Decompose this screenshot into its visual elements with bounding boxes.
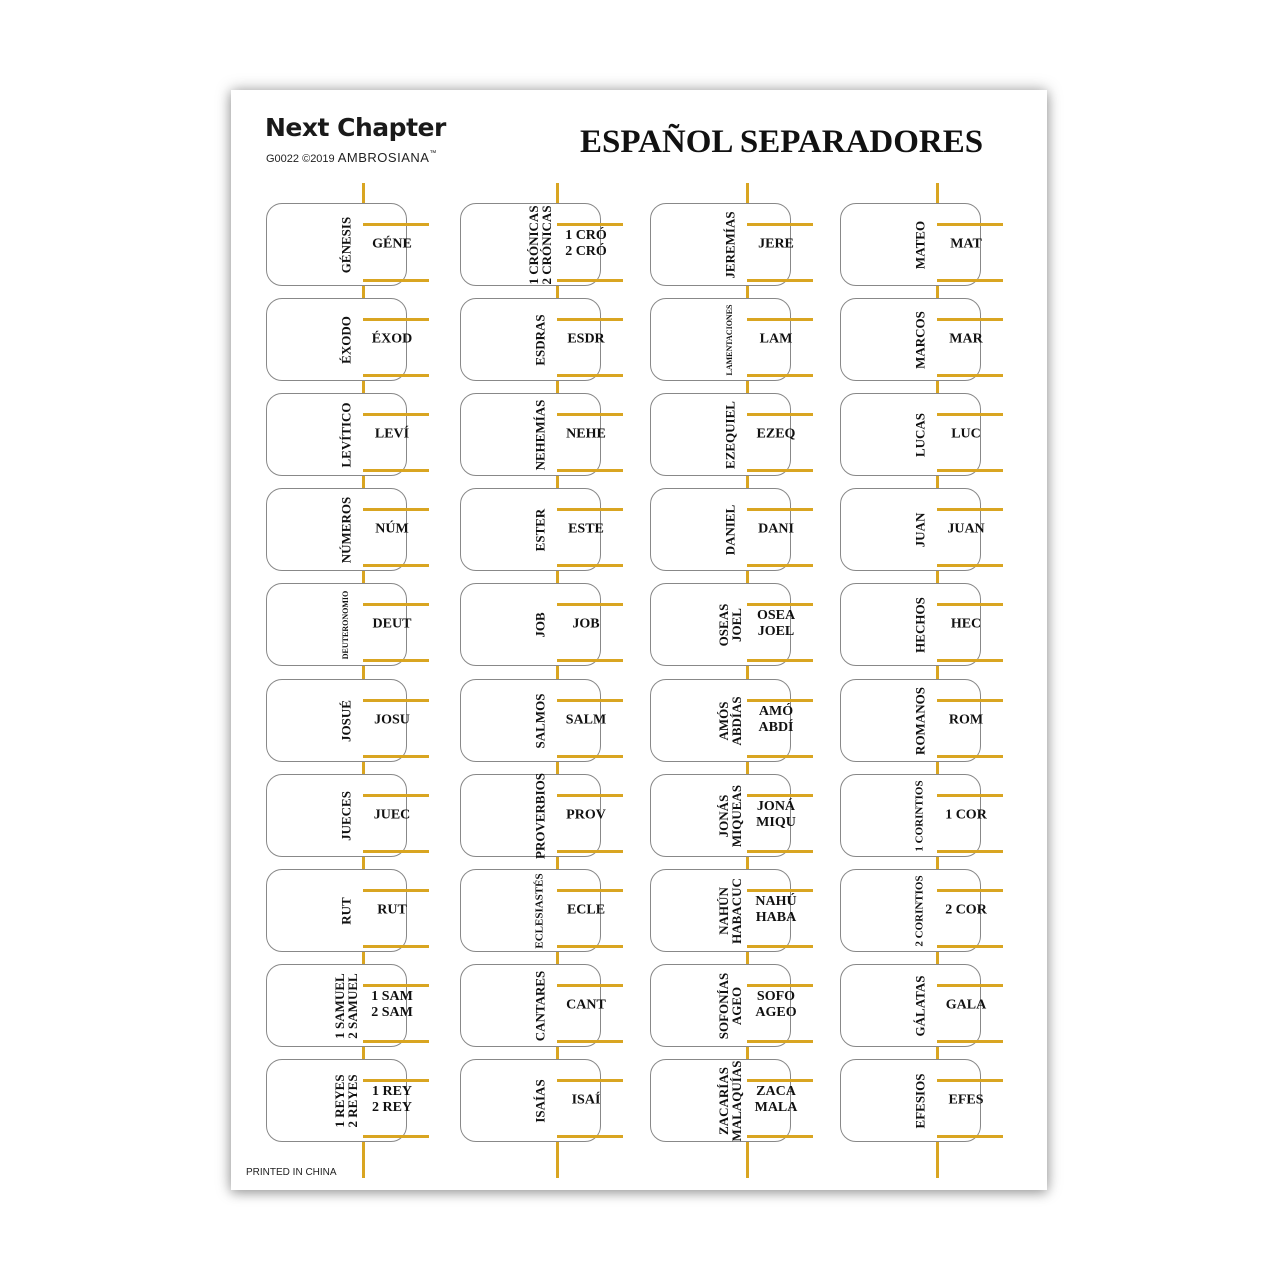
- fold-tick-mark: [363, 984, 429, 987]
- fold-tick-mark: [363, 223, 429, 226]
- book-abbreviation: ESTE: [568, 521, 604, 537]
- fold-tick-mark: [747, 603, 813, 606]
- fold-tick-mark: [937, 850, 1003, 853]
- book-abbreviation: LAM: [759, 331, 793, 347]
- fold-tick-mark: [937, 1079, 1003, 1082]
- fold-tick-mark: [747, 850, 813, 853]
- book-name-vertical: SALMOS: [532, 693, 548, 748]
- book-abbreviation: 1 COR: [945, 807, 987, 823]
- book-name-vertical: GÉNESIS: [338, 216, 354, 273]
- book-name-vertical: JUAN: [912, 512, 928, 547]
- fold-tick-mark: [937, 945, 1003, 948]
- fold-tick-mark: [363, 1079, 429, 1082]
- fold-tick-mark: [937, 564, 1003, 567]
- book-name-vertical: 1 SAMUEL 2 SAMUEL: [332, 972, 360, 1039]
- fold-tick-mark: [557, 564, 623, 567]
- book-name-vertical: MARCOS: [912, 310, 928, 369]
- book-name-vertical: 2 CORINTIOS: [913, 874, 926, 947]
- book-name-vertical: CANTARES: [532, 970, 548, 1041]
- fold-tick-mark: [747, 413, 813, 416]
- fold-tick-mark: [937, 374, 1003, 377]
- fold-tick-mark: [557, 699, 623, 702]
- fold-tick-mark: [747, 279, 813, 282]
- book-abbreviation: NEHE: [566, 426, 606, 442]
- fold-tick-mark: [747, 1135, 813, 1138]
- fold-tick-mark: [747, 755, 813, 758]
- fold-tick-mark: [557, 659, 623, 662]
- fold-tick-mark: [747, 469, 813, 472]
- brand-logo: Next Chapter: [265, 113, 446, 142]
- book-abbreviation: 1 REY 2 REY: [371, 1083, 413, 1116]
- fold-tick-mark: [747, 1040, 813, 1043]
- fold-tick-mark: [557, 1135, 623, 1138]
- book-name-vertical: DANIEL: [722, 504, 738, 555]
- fold-tick-mark: [363, 889, 429, 892]
- book-name-vertical: AMÓS ABDÍAS: [716, 695, 744, 746]
- footer-note: PRINTED IN CHINA: [246, 1167, 337, 1178]
- fold-tick-mark: [747, 1079, 813, 1082]
- book-abbreviation: NAHÚ HABA: [755, 893, 797, 926]
- book-abbreviation: RUT: [377, 902, 407, 918]
- fold-tick-mark: [747, 659, 813, 662]
- fold-tick-mark: [363, 374, 429, 377]
- fold-tick-mark: [557, 889, 623, 892]
- book-name-vertical: ECLESIASTÉS: [533, 872, 546, 949]
- fold-tick-mark: [557, 984, 623, 987]
- fold-tick-mark: [363, 564, 429, 567]
- book-abbreviation: LUC: [951, 426, 981, 442]
- book-abbreviation: ZACA MALA: [754, 1083, 798, 1116]
- book-name-vertical: HECHOS: [912, 596, 928, 653]
- fold-tick-mark: [557, 374, 623, 377]
- fold-tick-mark: [747, 699, 813, 702]
- book-abbreviation: SALM: [565, 712, 607, 728]
- fold-tick-mark: [937, 659, 1003, 662]
- fold-tick-mark: [363, 279, 429, 282]
- fold-tick-mark: [363, 945, 429, 948]
- book-name-vertical: PROVERBIOS: [532, 772, 548, 859]
- book-abbreviation: EFES: [948, 1092, 984, 1108]
- book-name-vertical: LAMENTACIONES: [725, 304, 734, 375]
- book-abbreviation: JERE: [758, 236, 794, 252]
- trademark-mark: ™: [429, 150, 437, 157]
- fold-tick-mark: [937, 318, 1003, 321]
- book-name-vertical: ÉXODO: [338, 315, 354, 364]
- fold-tick-mark: [557, 850, 623, 853]
- fold-tick-mark: [937, 279, 1003, 282]
- brand-subline: [266, 150, 436, 165]
- book-name-vertical: NÚMEROS: [338, 496, 354, 563]
- fold-tick-mark: [557, 1040, 623, 1043]
- book-abbreviation: ÉXOD: [371, 331, 413, 347]
- fold-tick-mark: [937, 755, 1003, 758]
- fold-tick-mark: [363, 1135, 429, 1138]
- maker-name: AMBROSIANA: [337, 150, 430, 165]
- book-abbreviation: JUEC: [373, 807, 411, 823]
- fold-tick-mark: [363, 1040, 429, 1043]
- book-abbreviation: GALA: [945, 997, 987, 1013]
- fold-tick-mark: [937, 1135, 1003, 1138]
- fold-tick-mark: [557, 318, 623, 321]
- book-name-vertical: EZEQUIEL: [722, 400, 738, 469]
- book-name-vertical: JONÁS MIQUEAS: [716, 784, 744, 847]
- book-name-vertical: LUCAS: [912, 412, 928, 457]
- book-abbreviation: ECLE: [566, 902, 606, 918]
- fold-tick-mark: [747, 318, 813, 321]
- book-name-vertical: 1 CRÓNICAS 2 CRÓNICAS: [526, 204, 554, 285]
- book-name-vertical: 1 REYES 2 REYES: [332, 1073, 360, 1128]
- fold-tick-mark: [557, 279, 623, 282]
- book-name-vertical: ISAÍAS: [532, 1078, 548, 1123]
- book-abbreviation: 1 SAM 2 SAM: [371, 988, 413, 1021]
- fold-tick-mark: [747, 564, 813, 567]
- book-abbreviation: SOFO AGEO: [755, 988, 797, 1021]
- fold-tick-mark: [747, 889, 813, 892]
- book-name-vertical: RUT: [338, 896, 354, 925]
- book-abbreviation: MAT: [950, 236, 982, 252]
- fold-tick-mark: [937, 794, 1003, 797]
- book-name-vertical: 1 CORINTIOS: [913, 779, 926, 852]
- fold-tick-mark: [363, 413, 429, 416]
- book-abbreviation: JONÁ MIQU: [756, 798, 796, 831]
- fold-tick-mark: [937, 699, 1003, 702]
- fold-tick-mark: [363, 755, 429, 758]
- book-name-vertical: JUECES: [338, 790, 354, 841]
- book-abbreviation: AMÓ ABDÍ: [758, 703, 794, 736]
- book-name-vertical: OSEAS JOEL: [716, 603, 744, 646]
- book-name-vertical: NAHÚN HABACUC: [716, 877, 744, 944]
- fold-tick-mark: [937, 603, 1003, 606]
- book-name-vertical: GÁLATAS: [912, 975, 928, 1036]
- book-abbreviation: MAR: [949, 331, 983, 347]
- book-abbreviation: HEC: [950, 616, 982, 632]
- book-abbreviation: DEUT: [372, 616, 412, 632]
- fold-tick-mark: [363, 508, 429, 511]
- fold-tick-mark: [937, 413, 1003, 416]
- fold-tick-mark: [747, 794, 813, 797]
- book-name-vertical: JOSUÉ: [338, 699, 354, 742]
- fold-tick-mark: [937, 508, 1003, 511]
- fold-tick-mark: [363, 850, 429, 853]
- fold-tick-mark: [557, 603, 623, 606]
- book-abbreviation: NÚM: [375, 521, 409, 537]
- book-name-vertical: LEVÍTICO: [338, 401, 354, 468]
- book-abbreviation: CANT: [566, 997, 606, 1013]
- product-code: G0022 ©2019: [266, 153, 335, 165]
- book-abbreviation: LEVÍ: [374, 426, 410, 442]
- book-name-vertical: JEREMÍAS: [722, 210, 738, 279]
- book-abbreviation: ESDR: [567, 331, 605, 347]
- fold-tick-mark: [557, 794, 623, 797]
- fold-tick-mark: [363, 659, 429, 662]
- fold-tick-mark: [557, 469, 623, 472]
- book-abbreviation: ROM: [948, 712, 984, 728]
- book-name-vertical: ESDRAS: [532, 313, 548, 366]
- book-name-vertical: NEHEMÍAS: [532, 399, 548, 470]
- fold-tick-mark: [937, 984, 1003, 987]
- book-abbreviation: EZEQ: [756, 426, 796, 442]
- book-name-vertical: ESTER: [532, 508, 548, 551]
- book-abbreviation: 1 CRÓ 2 CRÓ: [565, 227, 607, 260]
- fold-tick-mark: [363, 603, 429, 606]
- book-name-vertical: ROMANOS: [912, 686, 928, 755]
- fold-tick-mark: [557, 413, 623, 416]
- book-name-vertical: DEUTERONOMIO: [341, 590, 350, 659]
- fold-tick-mark: [747, 508, 813, 511]
- book-abbreviation: JOSU: [374, 712, 410, 728]
- fold-tick-mark: [747, 984, 813, 987]
- fold-tick-mark: [363, 318, 429, 321]
- book-abbreviation: JUAN: [947, 521, 985, 537]
- book-name-vertical: ZACARÍAS MALAQUÍAS: [716, 1060, 744, 1141]
- fold-tick-mark: [363, 699, 429, 702]
- book-abbreviation: DANI: [758, 521, 794, 537]
- book-abbreviation: JOB: [572, 616, 600, 632]
- fold-tick-mark: [937, 469, 1003, 472]
- book-abbreviation: PROV: [566, 807, 606, 823]
- fold-tick-mark: [557, 508, 623, 511]
- fold-tick-mark: [557, 945, 623, 948]
- book-name-vertical: MATEO: [912, 220, 928, 269]
- fold-tick-mark: [937, 1040, 1003, 1043]
- fold-tick-mark: [937, 889, 1003, 892]
- fold-tick-mark: [747, 374, 813, 377]
- fold-tick-mark: [937, 223, 1003, 226]
- book-abbreviation: GÉNE: [372, 236, 412, 252]
- book-name-vertical: SOFONÍAS AGEO: [716, 972, 744, 1039]
- book-name-vertical: JOB: [532, 611, 548, 638]
- book-abbreviation: 2 COR: [945, 902, 987, 918]
- fold-tick-mark: [557, 755, 623, 758]
- book-abbreviation: OSEA JOEL: [756, 607, 796, 640]
- fold-tick-mark: [747, 945, 813, 948]
- fold-tick-mark: [557, 1079, 623, 1082]
- fold-tick-mark: [363, 794, 429, 797]
- fold-tick-mark: [557, 223, 623, 226]
- fold-tick-mark: [363, 469, 429, 472]
- page-title: ESPAÑOL SEPARADORES: [580, 124, 984, 160]
- book-name-vertical: EFESIOS: [912, 1073, 928, 1128]
- book-abbreviation: ISAÍ: [571, 1092, 601, 1108]
- fold-tick-mark: [747, 223, 813, 226]
